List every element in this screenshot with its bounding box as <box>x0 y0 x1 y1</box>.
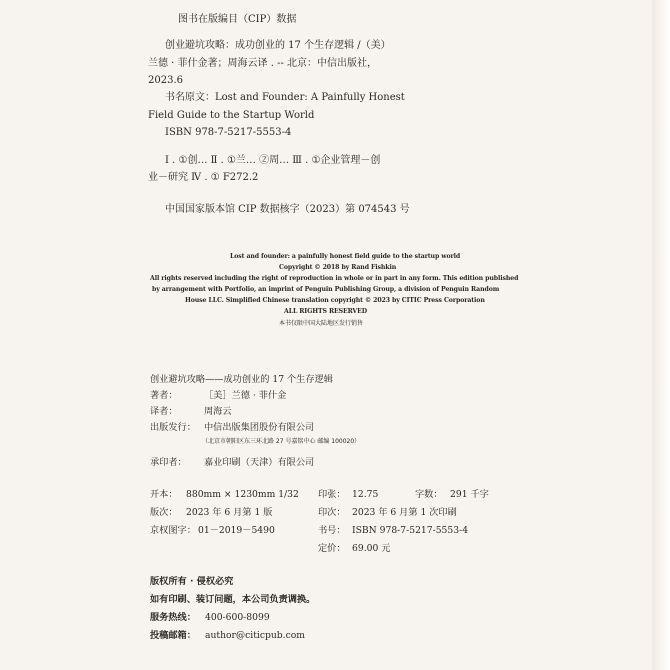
format-value: 880mm × 1230mm 1/32 <box>186 489 299 500</box>
cip-check-number: 中国国家版本馆 CIP 数据核字（2023）第 074543 号 <box>165 204 410 215</box>
format-label: 开本： <box>150 489 178 500</box>
copyright-line-1: Lost and founder: a painfully honest field guide to the startup world <box>230 253 461 260</box>
reg-label: 京权图字： <box>150 525 196 536</box>
page-edge-shadow <box>652 0 670 670</box>
printing-value: 2023 年 6 月第 1 次印刷 <box>352 507 457 518</box>
cip-line-1: 创业避坑攻略：成功创业的 17 个生存逻辑 /（美） <box>165 40 391 51</box>
cip-line-4: 书名原文：Lost and Founder: A Painfully Honest <box>165 92 405 103</box>
printer-label: 承印者： <box>150 457 187 468</box>
edition-label: 版次： <box>150 507 178 518</box>
publisher-address: （北京市朝阳区东三环北路 27 号嘉铭中心 邮编 100020） <box>202 438 361 445</box>
cip-line-5: Field Guide to the Startup World <box>148 110 315 121</box>
reg-value: 01－2019－5490 <box>198 525 275 536</box>
isbn-value: ISBN 978-7-5217-5553-4 <box>352 525 469 536</box>
publisher-label: 出版发行： <box>150 422 196 433</box>
cip-line-8: 业－研究 Ⅳ . ① F272.2 <box>148 172 259 183</box>
copyright-line-2: Copyright © 2018 by Rand Fishkin <box>279 264 397 271</box>
service-value: 400-600-8099 <box>205 612 270 623</box>
copyright-line-3: All rights reserved including the right of reproduction in whole or in part in any form. This edition published <box>150 275 519 282</box>
cip-line-2: 兰德 · 菲什金著；周海云译 . -- 北京：中信出版社， <box>148 58 378 69</box>
author-label: 著者： <box>150 390 178 401</box>
book-title: 创业避坑攻略——成功创业的 17 个生存逻辑 <box>150 374 333 385</box>
email-label: 投稿邮箱： <box>150 630 196 641</box>
sheets-value: 12.75 <box>352 489 379 500</box>
edition-value: 2023 年 6 月第 1 版 <box>186 507 273 518</box>
service-label: 服务热线： <box>150 612 196 623</box>
translator-value: 周海云 <box>204 406 232 417</box>
cip-line-3: 2023.6 <box>148 75 183 86</box>
price-label: 定价： <box>318 543 346 554</box>
translator-label: 译者： <box>150 406 178 417</box>
printing-label: 印次： <box>318 507 346 518</box>
email-value: author@citicpub.com <box>205 630 305 641</box>
cip-heading: 图书在版编目（CIP）数据 <box>178 14 297 25</box>
isbn-label: 书号： <box>318 525 346 536</box>
rights-notice: 版权所有 · 侵权必究 <box>150 576 234 587</box>
printer-value: 嘉业印刷（天津）有限公司 <box>204 457 315 468</box>
copyright-line-4: by arrangement with Portfolio, an imprint of Penguin Publishing Group, a division of Penguin Random <box>152 286 500 293</box>
words-label: 字数： <box>415 489 443 500</box>
cip-line-7: Ⅰ . ①创… Ⅱ . ①兰… ②周… Ⅲ . ①企业管理－创 <box>165 155 381 166</box>
price-value: 69.00 元 <box>352 543 391 554</box>
copyright-line-7: 本书仅限中国大陆地区发行销售 <box>279 320 364 327</box>
copyright-line-5: House LLC. Simplified Chinese translation copyright © 2023 by CITIC Press Corporation <box>185 297 485 304</box>
words-value: 291 千字 <box>450 489 489 500</box>
copyright-line-6: ALL RIGHTS RESERVED <box>284 308 367 315</box>
return-notice: 如有印刷、装订问题，本公司负责调换。 <box>150 594 316 605</box>
publisher-value: 中信出版集团股份有限公司 <box>204 422 315 433</box>
cip-isbn: ISBN 978-7-5217-5553-4 <box>165 127 292 138</box>
sheets-label: 印张： <box>318 489 346 500</box>
author-value: ［美］兰德 · 菲什金 <box>204 390 287 401</box>
